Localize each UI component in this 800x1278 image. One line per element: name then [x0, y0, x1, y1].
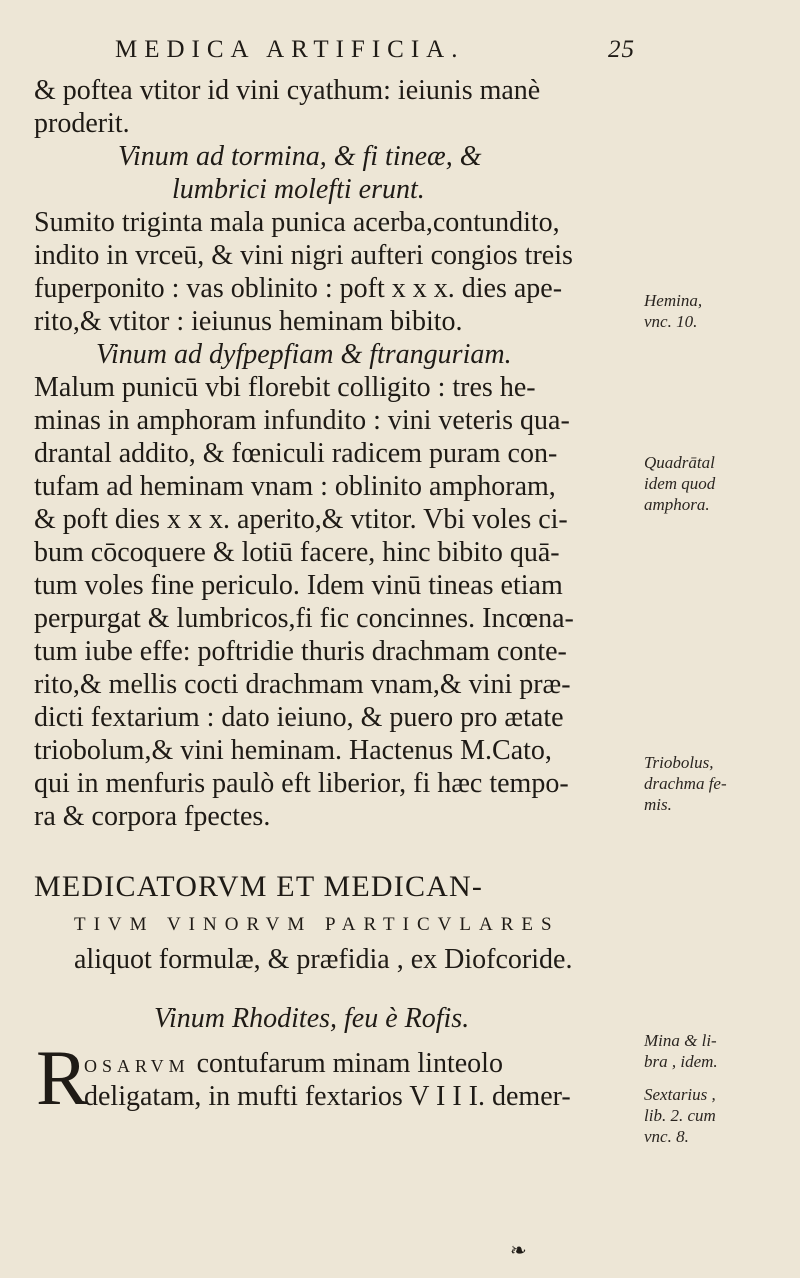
text-fragment: contufarum minam linteolo: [189, 1048, 503, 1079]
margin-note: [644, 1030, 794, 1072]
text-line: qui in menfuris paulò eft liberior, fi hæc tempo-: [34, 768, 569, 799]
text-line: proderit.: [34, 108, 130, 139]
drop-cap: R: [36, 1034, 89, 1121]
text-line: rito,& vtitor : ieiunus heminam bibito.: [34, 306, 463, 337]
header-title: MEDICA ARTIFICIA.: [115, 36, 465, 63]
text-line: & poftea vtitor id vini cyathum: ieiunis manè: [34, 75, 541, 106]
text-line: tum iube effe: poftridie thuris drachmam conte-: [34, 636, 567, 667]
recipe-heading: lumbrici molefti erunt.: [172, 174, 425, 205]
text-line: Sumito triginta mala punica acerba,contundito,: [34, 207, 560, 238]
text-line: dicti fextarium : dato ieiuno, & puero pro ætate: [34, 702, 564, 733]
section-subtitle: aliquot formulæ, & præfidia , ex Diofcoride.: [74, 944, 573, 975]
text-line: minas in amphoram infundito : vini veteris qua-: [34, 405, 570, 436]
ornament-icon: ❧: [510, 1240, 527, 1262]
margin-note-line: Sextarius ,: [644, 1085, 716, 1104]
text-line: ra & corpora fpectes.: [34, 801, 271, 832]
main-text: [34, 74, 634, 1121]
text-line: fuperponito : vas oblinito : poft x x x. dies ape-: [34, 273, 563, 304]
section-title: TIVM VINORVM PARTICVLARES: [74, 914, 560, 935]
margin-note: [644, 452, 794, 515]
text-line: Malum punicū vbi florebit colligito : tres he-: [34, 372, 536, 403]
text-line: triobolum,& vini heminam. Hactenus M.Cato,: [34, 735, 552, 766]
margin-note: [644, 290, 794, 332]
margin-note-line: Hemina,: [644, 291, 703, 310]
text-line: bum cōcoquere & lotiū facere, hinc bibito quā-: [34, 537, 560, 568]
running-header: [115, 36, 635, 64]
text-line: drantal addito, & fœniculi radicem puram con-: [34, 438, 558, 469]
margin-note-line: amphora.: [644, 495, 710, 514]
recipe-heading: Vinum ad dyfpepfiam & ftranguriam.: [96, 339, 512, 370]
margin-note-line: drachma fe-: [644, 774, 727, 793]
text-line: perpurgat & lumbricos,fi fic concinnes. Incœna-: [34, 603, 574, 634]
text-line: deligatam, in mufti fextarios V I I I. demer-: [84, 1081, 571, 1112]
text-line: & poft dies x x x. aperito,& vtitor. Vbi voles ci-: [34, 504, 568, 535]
margin-note: [644, 1084, 794, 1147]
section-title: MEDICATORVM ET MEDICAN-: [34, 870, 484, 903]
recipe-heading: Vinum ad tormina, & fi tineæ, &: [118, 141, 482, 172]
margin-note-line: vnc. 8.: [644, 1127, 689, 1146]
page-number: 25: [608, 36, 635, 63]
margin-note-line: bra , idem.: [644, 1052, 718, 1071]
margin-note: [644, 752, 794, 815]
text-line: tufam ad heminam vnam : oblinito amphoram,: [34, 471, 556, 502]
margin-note-line: Mina & li-: [644, 1031, 717, 1050]
margin-note-line: mis.: [644, 795, 672, 814]
text-line: indito in vrceū, & vini nigri aufteri congios treis: [34, 240, 573, 271]
recipe-heading: Vinum Rhodites, feu è Rofis.: [154, 1003, 470, 1034]
margin-note-line: lib. 2. cum: [644, 1106, 716, 1125]
text-line: rito,& mellis cocti drachmam vnam,& vini præ-: [34, 669, 571, 700]
margin-note-line: idem quod: [644, 474, 716, 493]
text-line: tum voles fine periculo. Idem vinū tineas etiam: [34, 570, 563, 601]
margin-note-line: Quadrātal: [644, 453, 715, 472]
margin-note-line: Triobolus,: [644, 753, 714, 772]
small-caps-word: OSARVM: [84, 1056, 190, 1076]
margin-note-line: vnc. 10.: [644, 312, 698, 331]
